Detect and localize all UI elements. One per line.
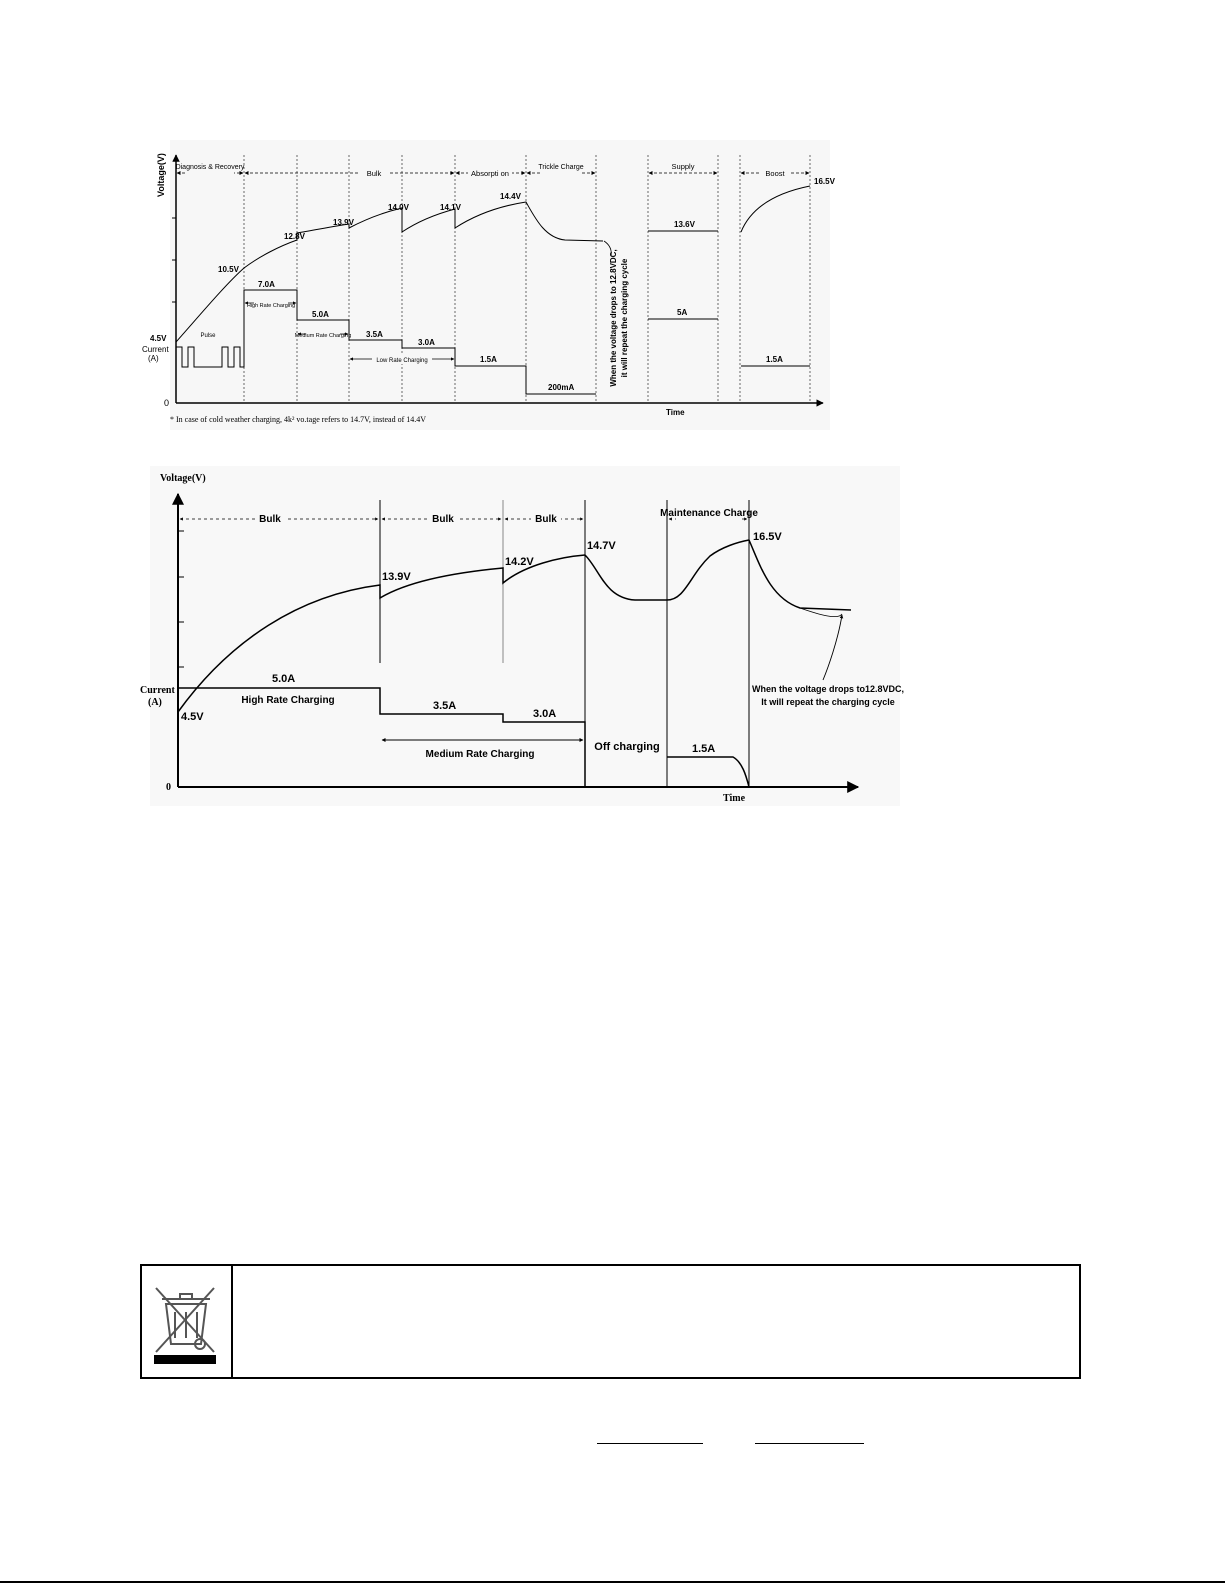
d2-v-14-7: 14.7V xyxy=(587,540,616,552)
d1-v-13-9: 13.9V xyxy=(333,218,354,227)
d1-phase-supply: Supply xyxy=(671,162,695,171)
signature-line-right xyxy=(755,1443,864,1444)
d2-a-1-5: 1.5A xyxy=(692,743,716,755)
d1-v-13-6: 13.6V xyxy=(674,220,695,229)
d1-a-7-0: 7.0A xyxy=(258,280,275,289)
d1-a-3-5: 3.5A xyxy=(366,330,383,339)
d2-v-13-9: 13.9V xyxy=(382,571,411,583)
d2-repeat-note-line1: When the voltage drops to12.8VDC, xyxy=(751,684,905,694)
d2-current-unit: (A) xyxy=(148,697,162,708)
d1-a-200ma: 200mA xyxy=(548,383,575,392)
d2-phase-bulk-3: Bulk xyxy=(535,514,557,525)
d2-v-16-5: 16.5V xyxy=(753,531,782,543)
d2-v-4-5: 4.5V xyxy=(181,711,204,723)
d1-current-unit: (A) xyxy=(148,354,159,363)
d1-phase-absorption: Absorpti on xyxy=(471,169,509,178)
d1-current-label: Current xyxy=(142,345,169,354)
d1-phase-boost: Boost xyxy=(765,169,785,178)
d1-v-14-4: 14.4V xyxy=(500,192,521,201)
d2-x-axis-title: Time xyxy=(723,793,746,804)
d1-v-16-5: 16.5V xyxy=(814,177,835,186)
d1-repeat-note-line1: When the voltage drops to 12.8VDC, xyxy=(609,249,618,387)
d1-v-4-5: 4.5V xyxy=(150,334,167,343)
d2-region-off-charging: Off charging xyxy=(594,741,660,753)
d1-region-medium-rate: Medium Rate Charging xyxy=(294,333,352,339)
weee-disposal-box xyxy=(140,1264,1081,1379)
d2-phase-maintenance: Maintenance Charge xyxy=(660,508,758,519)
d2-phase-bulk-2: Bulk xyxy=(432,514,454,525)
d1-region-pulse: Pulse xyxy=(200,333,216,339)
d1-a-1-5: 1.5A xyxy=(480,355,497,364)
d1-phase-trickle: Trickle Charge xyxy=(538,164,584,171)
d1-a-5: 5A xyxy=(677,308,688,317)
d1-v-12-8: 12.8V xyxy=(284,232,305,241)
d2-current-label: Current xyxy=(140,685,175,696)
d2-region-medium-rate: Medium Rate Charging xyxy=(425,749,535,760)
d1-origin-label: 0 xyxy=(164,398,170,408)
d1-v-10-5: 10.5V xyxy=(218,265,239,274)
d1-phase-diagnosis: Diagnosis & Recovery xyxy=(175,164,245,171)
d1-phase-bulk: Bulk xyxy=(366,169,382,178)
d2-phase-bulk-1: Bulk xyxy=(259,514,281,525)
d1-footnote: * In case of cold weather charging, 4k² vo.tage refers to 14.7V, instead of 14.4V xyxy=(170,415,427,424)
d1-y-axis-title: Voltage(V) xyxy=(156,153,166,197)
d1-repeat-note-line2: it will repeat the charging cycle xyxy=(620,258,629,378)
charging-diagram-2 xyxy=(0,460,1225,810)
d1-region-low-rate: Low Rate Charging xyxy=(376,358,428,364)
d1-a-3-0: 3.0A xyxy=(418,338,435,347)
d2-a-5-0: 5.0A xyxy=(272,673,296,685)
d2-repeat-note-line2: It will repeat the charging cycle xyxy=(761,697,895,707)
d1-a-5-0: 5.0A xyxy=(312,310,329,319)
d2-origin-label: 0 xyxy=(166,782,171,793)
d1-a-1-5-boost: 1.5A xyxy=(766,355,783,364)
signature-line-left xyxy=(597,1443,703,1444)
d1-v-14-0: 14.0V xyxy=(388,203,409,212)
page-bottom-rule xyxy=(0,1581,1225,1583)
crossed-out-wheelie-bin-icon xyxy=(142,1266,233,1377)
d1-x-axis-title: Time xyxy=(666,408,685,417)
charging-diagram-1 xyxy=(0,0,1225,440)
d2-a-3-0: 3.0A xyxy=(533,708,557,720)
d1-v-14-1: 14.1V xyxy=(440,203,461,212)
d2-v-14-2: 14.2V xyxy=(505,556,534,568)
d1-region-high-rate: High Rate Charging xyxy=(246,303,296,309)
d2-a-3-5: 3.5A xyxy=(433,700,457,712)
d2-y-axis-title: Voltage(V) xyxy=(160,473,206,484)
d2-region-high-rate: High Rate Charging xyxy=(241,695,335,706)
